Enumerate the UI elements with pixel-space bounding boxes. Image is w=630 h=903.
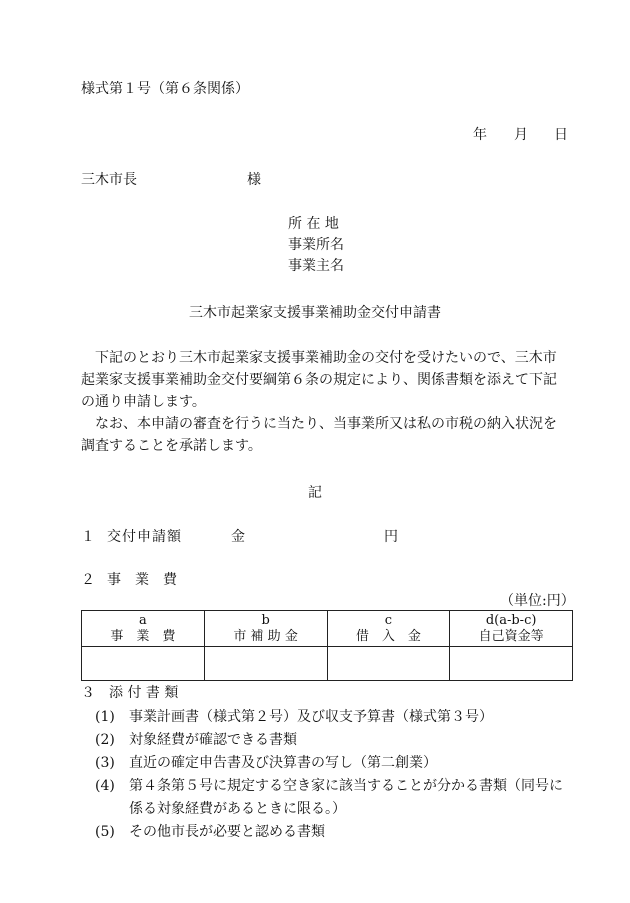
attachments-heading: ３ 添 付 書 類 xyxy=(81,685,179,701)
applicant-block xyxy=(288,214,344,277)
column-header: c 借 入 金 xyxy=(327,611,450,647)
item-number: １ xyxy=(81,529,95,545)
table-row xyxy=(82,647,573,681)
date-month-label: 月 xyxy=(514,127,528,143)
ki-heading: 記 xyxy=(308,485,322,501)
addressee-honorific: 様 xyxy=(247,172,261,188)
body-paragraph: 下記のとおり三木市起業家支援事業補助金の交付を受けたいので、三木市起業家支援事業補助金交付要綱第６条の規定により、関係書類を添えて下記の通り申請します。 xyxy=(81,350,557,410)
table-header-row xyxy=(82,611,573,647)
table-cell[interactable] xyxy=(327,647,450,681)
list-item: (5) その他市長が必要と認める書類 xyxy=(95,824,325,840)
project-cost-row xyxy=(81,571,177,589)
grant-amount-row xyxy=(81,528,398,546)
attachments-list xyxy=(95,706,575,844)
application-body xyxy=(81,347,566,457)
grant-amount-label: 交付申請額 xyxy=(107,529,182,545)
list-item: (4) 第４条第５号に規定する空き家に該当することが分かる書類（同号に係る対象経費があるときに限る。） xyxy=(95,778,563,817)
table-cell[interactable] xyxy=(450,647,573,681)
amount-prefix: 金 xyxy=(231,529,245,545)
table-cell[interactable] xyxy=(82,647,205,681)
item-number: ２ xyxy=(81,572,95,588)
applicant-owner-label: 事業主名 xyxy=(288,258,344,274)
date-day-label: 日 xyxy=(554,127,568,143)
list-item: (2) 対象経費が確認できる書類 xyxy=(95,732,297,748)
cost-table xyxy=(81,610,573,681)
body-paragraph: なお、本申請の審査を行うに当たり、当事業所又は私の市税の納入状況を調査することを承諾します。 xyxy=(81,416,557,454)
document-title: 三木市起業家支援事業補助金交付申請書 xyxy=(189,305,441,321)
applicant-address-label: 所 在 地 xyxy=(288,216,339,232)
form-number: 様式第１号（第６条関係） xyxy=(81,81,249,97)
amount-unit: 円 xyxy=(384,529,398,545)
unit-note: （単位:円） xyxy=(500,593,575,609)
applicant-business-name-label: 事業所名 xyxy=(288,237,344,253)
column-header: a 事 業 費 xyxy=(82,611,205,647)
project-cost-label: 事 業 費 xyxy=(107,572,177,588)
addressee-name: 三木市長 xyxy=(81,172,137,188)
list-item: (3) 直近の確定申告書及び決算書の写し（第二創業） xyxy=(95,755,437,771)
list-item: (1) 事業計画書（様式第２号）及び収支予算書（様式第３号） xyxy=(95,709,493,725)
table-cell[interactable] xyxy=(204,647,327,681)
column-header: d(a-b-c) 自己資金等 xyxy=(450,611,573,647)
column-header: b 市 補 助 金 xyxy=(204,611,327,647)
date-year-label: 年 xyxy=(473,127,487,143)
